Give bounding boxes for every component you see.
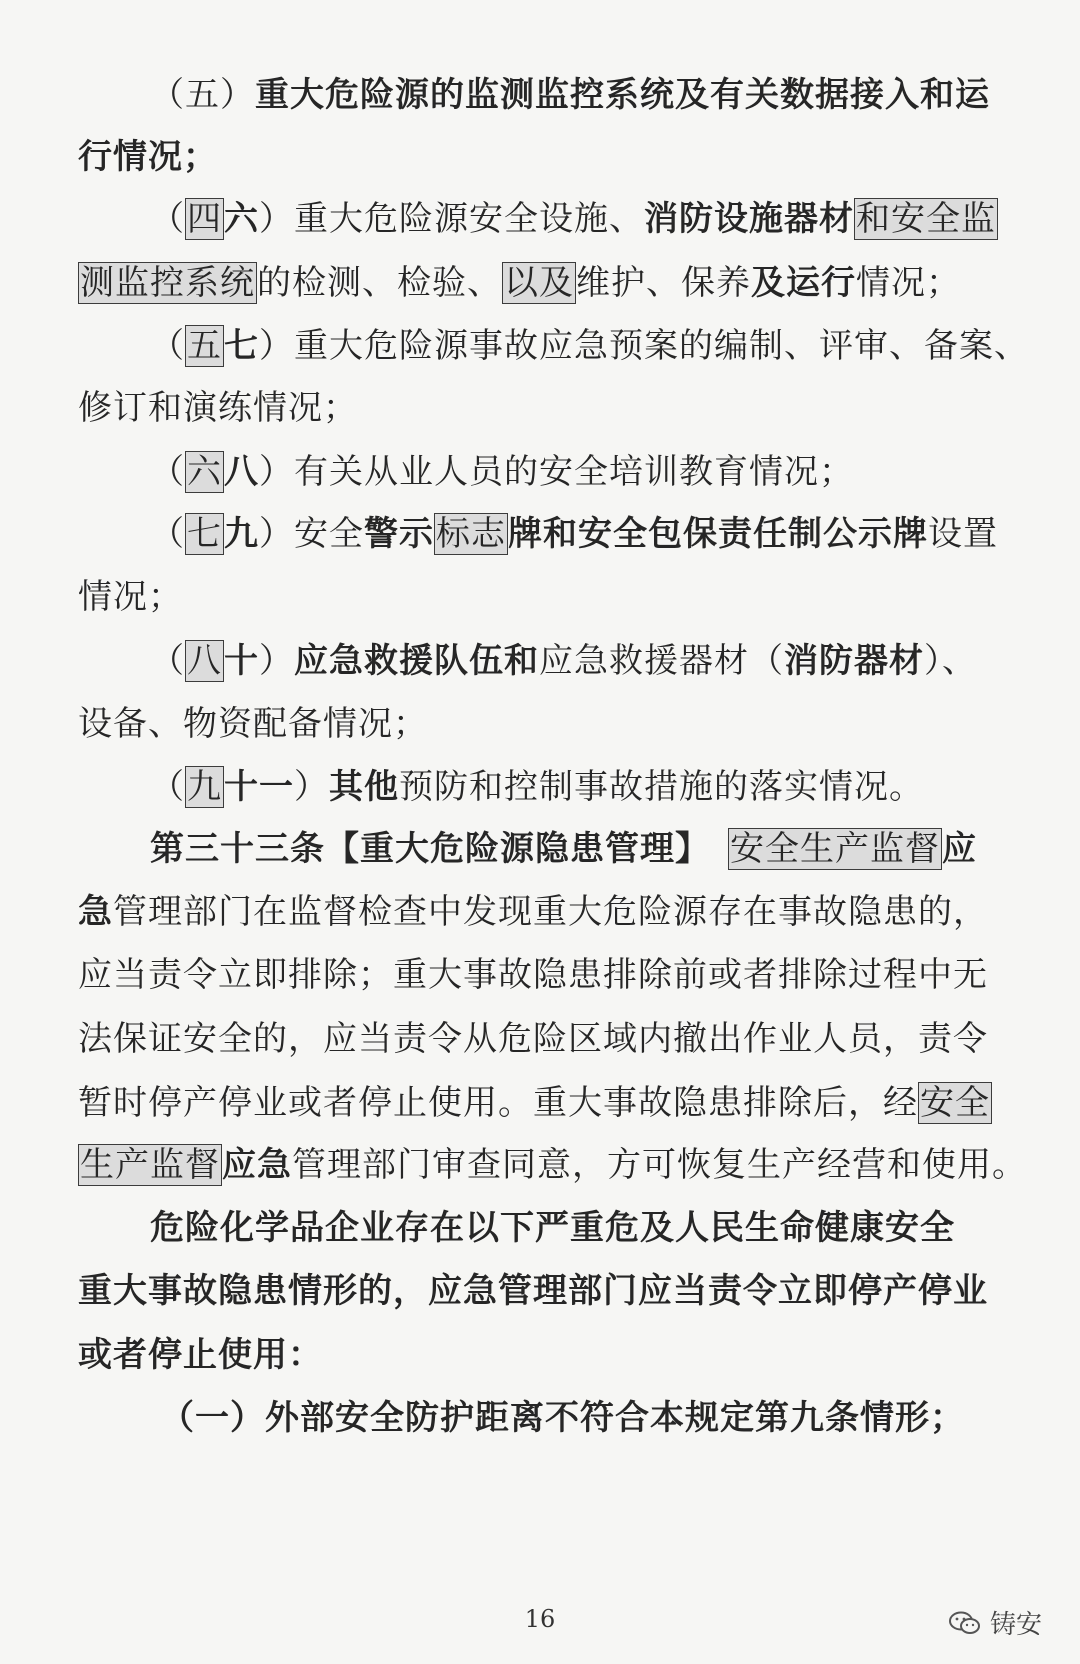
text-segment: ） (294, 767, 329, 807)
text-segment: 管理部门在监督检查中发现重大危险源存在事故隐患的， (113, 892, 988, 932)
text-line (150, 323, 1029, 369)
watermark-text: 铸安 (989, 1610, 1042, 1640)
text-line (78, 574, 183, 620)
text-line (150, 1205, 955, 1251)
highlighted-deletion: 测监控系统 (80, 263, 255, 303)
text-segment: 的检测、检验、 (257, 263, 502, 303)
text-line (78, 701, 428, 747)
text-segment: （一）外部安全防护距离不符合本规定第九条情形； (160, 1398, 965, 1438)
text-segment: 应 (942, 829, 977, 869)
highlighted-deletion: 五 (187, 326, 222, 366)
text-segment: 法保证安全的，应当责令从危险区域内撤出作业人员，责令 (78, 1019, 988, 1059)
text-segment: 急 (78, 892, 113, 932)
text-line (78, 385, 358, 431)
highlighted-deletion: 七 (187, 514, 222, 554)
text-line (150, 72, 990, 118)
text-segment: 警示 (364, 514, 434, 554)
text-segment: 十一 (224, 767, 294, 807)
text-line (78, 134, 218, 180)
text-segment: 消防设施器材 (644, 199, 854, 239)
text-segment: （五） (150, 75, 255, 115)
highlighted-deletion: 四 (187, 199, 222, 239)
highlighted-deletion: 和安全监 (856, 199, 996, 239)
text-segment: ）、 (924, 641, 977, 681)
text-segment: ）重大危险源安全设施、 (259, 199, 644, 239)
text-line (150, 196, 998, 242)
highlighted-deletion: 八 (187, 641, 222, 681)
text-segment: ）有关从业人员的安全培训教育情况； (259, 452, 854, 492)
text-segment: ）重大危险源事故应急预案的编制、评审、备案、 (259, 326, 1029, 366)
text-line (78, 1016, 988, 1062)
text-line (78, 260, 961, 306)
text-line (78, 1332, 323, 1378)
text-segment: （ (150, 767, 185, 807)
highlighted-deletion: 以及 (504, 263, 574, 303)
text-segment: 应急救援队伍和 (294, 641, 539, 681)
text-segment: 九 (224, 514, 259, 554)
highlighted-deletion: 标志 (436, 514, 506, 554)
text-segment: 及运行 (751, 263, 856, 303)
text-segment: 第三十三条【重大危险源隐患管理】 (150, 829, 693, 869)
text-line (78, 1080, 992, 1126)
watermark (948, 1604, 1042, 1641)
text-segment: （ (150, 199, 185, 239)
text-segment: 六 (224, 199, 259, 239)
text-line (78, 952, 988, 998)
highlighted-deletion: 安全 (920, 1083, 990, 1123)
text-segment: 设置 (928, 514, 998, 554)
text-segment: 消防器材 (784, 641, 924, 681)
text-segment: 情况； (78, 577, 183, 617)
text-segment: 应当责令立即排除；重大事故隐患排除前或者排除过程中无 (78, 955, 988, 995)
text-segment: 行情况； (78, 137, 218, 177)
text-segment: ） (259, 641, 294, 681)
text-segment: （ (150, 641, 185, 681)
text-line (78, 889, 988, 935)
highlighted-deletion: 生产监督 (80, 1145, 220, 1185)
text-segment: 十 (224, 641, 259, 681)
highlighted-deletion: 安全生产监督 (730, 829, 940, 869)
text-segment: 应急 (222, 1145, 292, 1185)
text-line (150, 764, 924, 810)
text-segment: 暂时停产停业或者停止使用。重大事故隐患排除后，经 (78, 1083, 918, 1123)
text-line (160, 1395, 965, 1441)
text-segment: 或者停止使用： (78, 1335, 323, 1375)
text-segment: 预防和控制事故措施的落实情况。 (399, 767, 924, 807)
text-segment: （ (150, 452, 185, 492)
text-segment: 设备、物资配备情况； (78, 704, 428, 744)
highlighted-deletion: 六 (187, 452, 222, 492)
text-segment: 危险化学品企业存在以下严重危及人民生命健康安全 (150, 1208, 955, 1248)
text-segment: 八 (224, 452, 259, 492)
text-segment: 其他 (329, 767, 399, 807)
text-segment (693, 829, 728, 869)
text-line (78, 1268, 988, 1314)
text-segment: 应急救援器材（ (539, 641, 784, 681)
highlighted-deletion: 九 (187, 767, 222, 807)
text-segment: 维护、保养 (576, 263, 751, 303)
text-line (150, 826, 977, 872)
text-line (150, 449, 854, 495)
text-segment: 牌和安全包保责任制公示牌 (508, 514, 928, 554)
text-segment: 重大事故隐患情形的，应急管理部门应当责令立即停产停业 (78, 1271, 988, 1311)
wechat-icon (948, 1610, 982, 1636)
text-segment: ）安全 (259, 514, 364, 554)
text-line (150, 638, 977, 684)
text-segment: 修订和演练情况； (78, 388, 358, 428)
text-line (78, 1142, 1027, 1188)
text-segment: 管理部门审查同意，方可恢复生产经营和使用。 (292, 1145, 1027, 1185)
text-segment: 七 (224, 326, 259, 366)
text-segment: 情况； (856, 263, 961, 303)
text-segment: （ (150, 514, 185, 554)
text-segment: （ (150, 326, 185, 366)
text-segment: 重大危险源的监测监控系统及有关数据接入和运 (255, 75, 990, 115)
page-number: 16 (524, 1605, 556, 1633)
text-line (150, 511, 998, 557)
